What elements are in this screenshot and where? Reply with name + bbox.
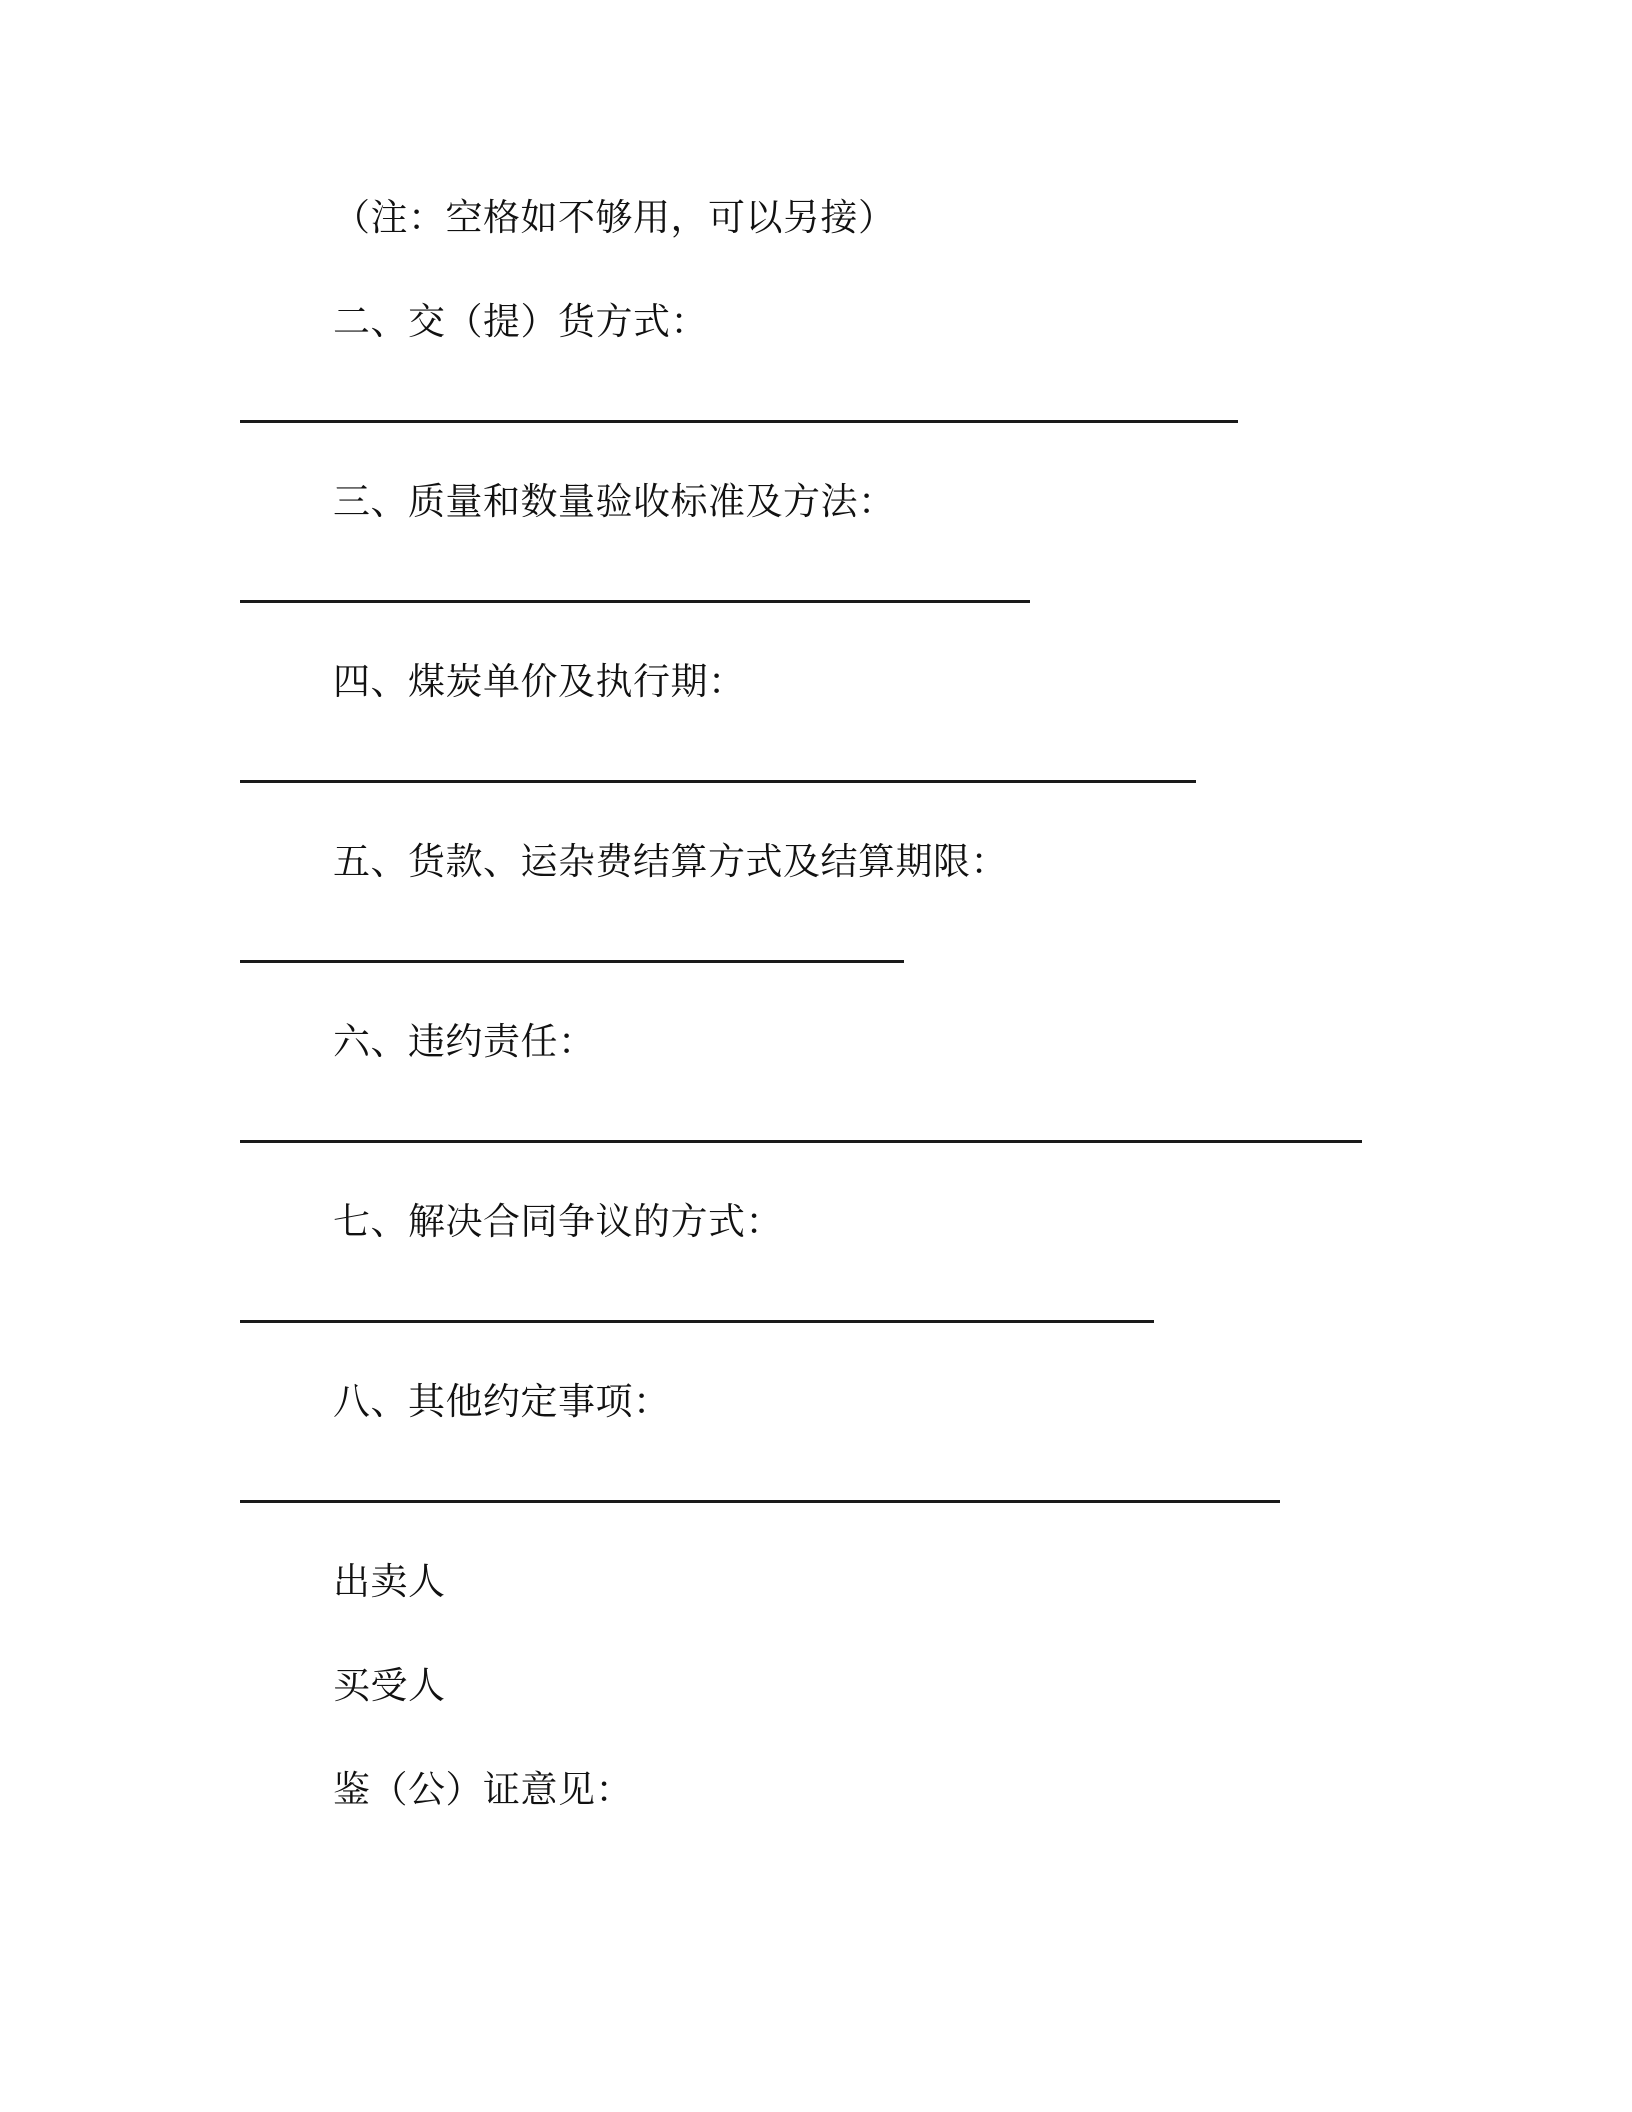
note-text: （注：空格如不够用，可以另接） bbox=[333, 196, 896, 239]
blank-line-settlement[interactable] bbox=[240, 960, 904, 963]
notary-opinion-label: 鉴（公）证意见： bbox=[333, 1768, 633, 1811]
section-heading-other: 八、其他约定事项： bbox=[333, 1380, 671, 1423]
section-heading-dispute: 七、解决合同争议的方式： bbox=[333, 1200, 783, 1243]
buyer-label: 买受人 bbox=[333, 1664, 446, 1707]
section-heading-settlement: 五、货款、运杂费结算方式及结算期限： bbox=[333, 840, 1008, 883]
section-heading-liability: 六、违约责任： bbox=[333, 1020, 596, 1063]
section-heading-quality: 三、质量和数量验收标准及方法： bbox=[333, 480, 896, 523]
section-heading-price: 四、煤炭单价及执行期： bbox=[333, 660, 746, 703]
seller-label: 出卖人 bbox=[333, 1560, 446, 1603]
blank-line-delivery[interactable] bbox=[240, 420, 1238, 423]
blank-line-quality[interactable] bbox=[240, 600, 1030, 603]
blank-line-liability[interactable] bbox=[240, 1140, 1362, 1143]
blank-line-other[interactable] bbox=[240, 1500, 1280, 1503]
blank-line-dispute[interactable] bbox=[240, 1320, 1154, 1323]
blank-line-price[interactable] bbox=[240, 780, 1196, 783]
section-heading-delivery: 二、交（提）货方式： bbox=[333, 300, 708, 343]
